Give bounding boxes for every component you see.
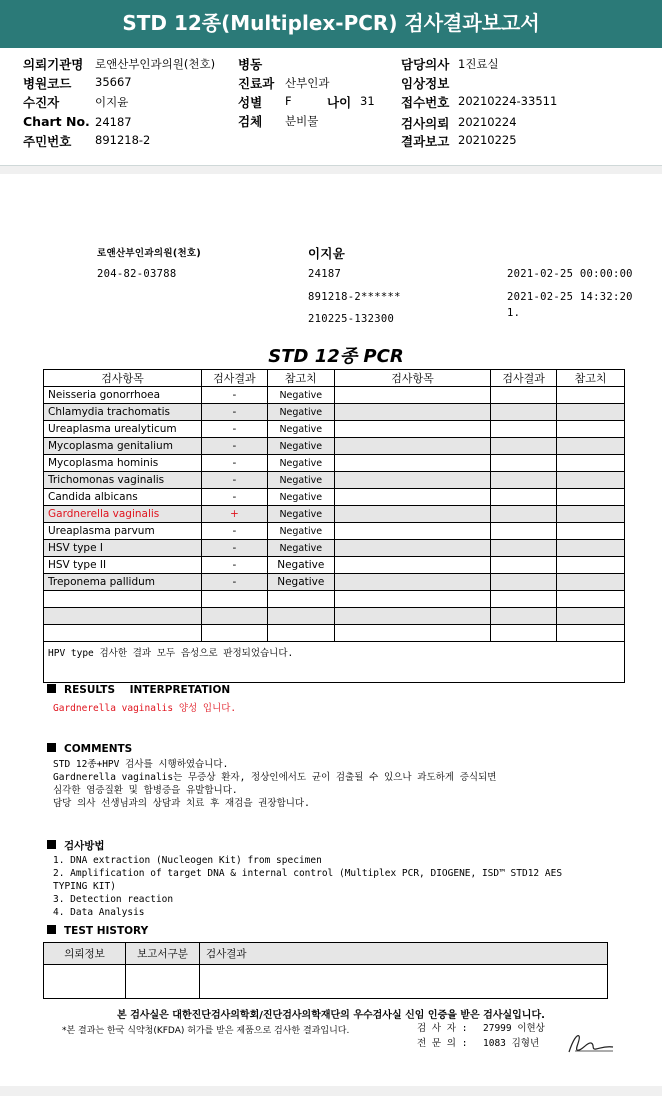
method-line: 4. Data Analysis bbox=[53, 907, 145, 918]
certification-notice: 본 검사실은 대한진단검사의학회/진단검사의학재단의 우수검사실 신임 인증을 받은 검사실입니다. bbox=[117, 1010, 545, 1021]
method-line: TYPING KIT) bbox=[53, 881, 116, 892]
comments-line: Gardnerella vaginalis는 무증상 환자, 정상인에서도 균이 검출될 수 있으나 과도하게 증식되면 bbox=[53, 772, 497, 783]
chart-no-label: Chart No. bbox=[23, 114, 90, 129]
method-line: 2. Amplification of target DNA & internal control (Multiplex PCR, DIOGENE, ISD™ STD12 AES bbox=[53, 868, 563, 879]
table-row bbox=[44, 540, 625, 557]
test-reference: Negative bbox=[267, 387, 334, 404]
col-test-item: 검사항목 bbox=[44, 370, 202, 387]
test-result: - bbox=[201, 523, 267, 540]
comments-heading: COMMENTS bbox=[47, 743, 132, 755]
test-result: - bbox=[201, 540, 267, 557]
request-date-value: 20210224 bbox=[458, 115, 517, 129]
table-row bbox=[44, 574, 625, 591]
table-row bbox=[44, 557, 625, 574]
specimen-value: 분비물 bbox=[285, 114, 319, 128]
sex-label: 성별 bbox=[238, 95, 263, 110]
table-row-empty bbox=[44, 608, 625, 625]
specimen-label: 검체 bbox=[238, 114, 263, 129]
patient-name: 이지윤 bbox=[308, 246, 346, 261]
test-name: Chlamydia trachomatis bbox=[44, 404, 202, 421]
kfda-notice: *본 결과는 한국 식약청(KFDA) 허가를 받은 제품으로 검사한 결과입니다. bbox=[62, 1026, 350, 1036]
method-line: 3. Detection reaction bbox=[53, 894, 174, 905]
test-name: HSV type II bbox=[44, 557, 202, 574]
result-table bbox=[43, 369, 625, 683]
test-name: Gardnerella vaginalis bbox=[44, 506, 202, 523]
department-value: 산부인과 bbox=[285, 76, 330, 90]
hospital-code-value: 35667 bbox=[95, 75, 132, 89]
test-name: Ureaplasma parvum bbox=[44, 523, 202, 540]
test-reference: Negative bbox=[267, 438, 334, 455]
report-number: 210225-132300 bbox=[308, 313, 395, 325]
request-info-header bbox=[0, 48, 662, 166]
test-reference: Negative bbox=[267, 574, 334, 591]
test-name: HSV type I bbox=[44, 540, 202, 557]
test-name: Mycoplasma hominis bbox=[44, 455, 202, 472]
sex-value: F bbox=[285, 94, 292, 108]
method-line: 1. DNA extraction (Nucleogen Kit) from specimen bbox=[53, 855, 322, 866]
results-heading: RESULTS INTERPRETATION bbox=[47, 684, 230, 696]
table-row bbox=[44, 523, 625, 540]
col-test-result: 검사결과 bbox=[200, 943, 608, 965]
resident-no-label: 주민번호 bbox=[23, 134, 72, 149]
results-text: Gardnerella vaginalis 양성 입니다. bbox=[53, 703, 237, 714]
table-row-positive bbox=[44, 506, 625, 523]
hospital-label: 의뢰기관명 bbox=[23, 57, 84, 72]
test-result: - bbox=[201, 472, 267, 489]
signature-image bbox=[565, 1030, 617, 1056]
test-reference: Negative bbox=[267, 455, 334, 472]
test-result: - bbox=[201, 404, 267, 421]
chart-no-value: 24187 bbox=[95, 115, 132, 129]
history-header-row bbox=[44, 943, 608, 965]
collected-datetime: 2021-02-25 00:00:00 bbox=[507, 268, 633, 280]
clinical-info-label: 임상정보 bbox=[401, 76, 450, 91]
table-row bbox=[44, 455, 625, 472]
test-reference: Negative bbox=[267, 540, 334, 557]
test-history-table bbox=[43, 942, 608, 999]
report-date-label: 결과보고 bbox=[401, 134, 450, 149]
table-row-empty bbox=[44, 591, 625, 608]
col-reference: 참고치 bbox=[267, 370, 334, 387]
report-title-bar bbox=[0, 0, 662, 48]
hpv-note: HPV type 검사한 결과 모두 음성으로 판정되었습니다. bbox=[44, 642, 625, 683]
reported-datetime-cont: 1. bbox=[507, 307, 521, 319]
test-result: - bbox=[201, 574, 267, 591]
hospital-value: 로앤산부인과의원(천호) bbox=[95, 57, 216, 71]
table-row bbox=[44, 404, 625, 421]
test-name: Neisseria gonorrhoea bbox=[44, 387, 202, 404]
report-date-value: 20210225 bbox=[458, 133, 517, 147]
section-divider bbox=[0, 166, 662, 174]
col-test-item-2: 검사항목 bbox=[334, 370, 490, 387]
age-label: 나이 bbox=[327, 95, 352, 110]
test-reference: Negative bbox=[267, 557, 334, 574]
test-name: Mycoplasma genitalium bbox=[44, 438, 202, 455]
test-result: - bbox=[201, 455, 267, 472]
department-label: 진료과 bbox=[238, 76, 275, 91]
table-row bbox=[44, 421, 625, 438]
patient-label: 수진자 bbox=[23, 95, 60, 110]
business-number: 204-82-03788 bbox=[97, 268, 177, 280]
method-heading: 검사방법 bbox=[47, 838, 105, 853]
col-reference-2: 참고치 bbox=[557, 370, 625, 387]
test-result: - bbox=[201, 438, 267, 455]
test-reference: Negative bbox=[267, 523, 334, 540]
table-row bbox=[44, 438, 625, 455]
page-bottom-edge bbox=[0, 1086, 662, 1096]
doctor-value: 1진료실 bbox=[458, 57, 499, 71]
ward-label: 병동 bbox=[238, 57, 263, 72]
test-reference: Negative bbox=[267, 421, 334, 438]
test-history-heading: TEST HISTORY bbox=[47, 925, 148, 937]
test-reference: Negative bbox=[267, 404, 334, 421]
document-title: STD 12종 PCR bbox=[268, 346, 404, 367]
report-document bbox=[0, 174, 662, 1086]
table-note-row bbox=[44, 642, 625, 683]
test-name: Treponema pallidum bbox=[44, 574, 202, 591]
result-table-header bbox=[44, 370, 625, 387]
bullet-square-icon bbox=[47, 925, 56, 934]
request-date-label: 검사의뢰 bbox=[401, 116, 450, 131]
test-result-positive: + bbox=[201, 506, 267, 523]
patient-chart: 24187 bbox=[308, 268, 342, 280]
hospital-code-label: 병원코드 bbox=[23, 76, 72, 91]
col-request-info: 의뢰정보 bbox=[44, 943, 126, 965]
comments-line: 담당 의사 선생님과의 상담과 치료 후 재검을 권장합니다. bbox=[53, 798, 310, 809]
issuing-hospital: 로앤산부인과의원(천호) bbox=[97, 248, 202, 259]
patient-value: 이지윤 bbox=[95, 95, 129, 109]
comments-line: STD 12종+HPV 검사를 시행하였습니다. bbox=[53, 759, 229, 770]
test-name: Candida albicans bbox=[44, 489, 202, 506]
doctor-sign-value: 1083 김형년 bbox=[483, 1038, 540, 1049]
test-name: Ureaplasma urealyticum bbox=[44, 421, 202, 438]
history-row-empty bbox=[44, 965, 608, 999]
report-title: STD 12종(Multiplex-PCR) 검사결과보고서 bbox=[122, 11, 540, 35]
test-reference: Negative bbox=[267, 506, 334, 523]
col-report-type: 보고서구분 bbox=[126, 943, 200, 965]
test-name: Trichomonas vaginalis bbox=[44, 472, 202, 489]
table-row bbox=[44, 472, 625, 489]
col-result-2: 검사결과 bbox=[491, 370, 557, 387]
tester-value: 27999 이현상 bbox=[483, 1023, 545, 1034]
receipt-no-label: 접수번호 bbox=[401, 95, 450, 110]
table-row bbox=[44, 387, 625, 404]
bullet-square-icon bbox=[47, 684, 56, 693]
test-result: - bbox=[201, 421, 267, 438]
comments-line: 심각한 염증질환 및 합병증을 유발합니다. bbox=[53, 785, 238, 796]
bullet-square-icon bbox=[47, 743, 56, 752]
test-reference: Negative bbox=[267, 489, 334, 506]
doctor-label: 담당의사 bbox=[401, 57, 450, 72]
receipt-no-value: 20210224-33511 bbox=[458, 94, 558, 108]
bullet-square-icon bbox=[47, 840, 56, 849]
table-row bbox=[44, 489, 625, 506]
test-result: - bbox=[201, 557, 267, 574]
patient-id-number: 891218-2****** bbox=[308, 291, 401, 303]
test-reference: Negative bbox=[267, 472, 334, 489]
age-value: 31 bbox=[360, 94, 375, 108]
test-result: - bbox=[201, 387, 267, 404]
doctor-sign-label: 전 문 의 : bbox=[417, 1038, 468, 1049]
test-result: - bbox=[201, 489, 267, 506]
resident-no-value: 891218-2 bbox=[95, 133, 151, 147]
tester-label: 검 사 자 : bbox=[417, 1023, 468, 1034]
reported-datetime: 2021-02-25 14:32:20 bbox=[507, 291, 633, 303]
col-result: 검사결과 bbox=[201, 370, 267, 387]
table-row-empty bbox=[44, 625, 625, 642]
